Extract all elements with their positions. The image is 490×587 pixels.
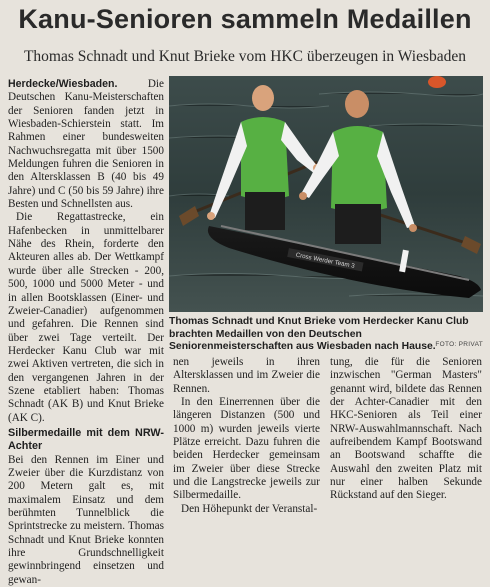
paragraph: Den Höhepunkt der Veranstal- [181,502,318,515]
article-headline: Kanu-Senioren sammeln Medaillen [18,4,472,34]
boat-label: Cross Werder Team 3 [295,251,356,270]
paragraph: tung, die für die Senioren inzwischen "German Masters" genannt wird, bildete das Rennen der Achter-Canadier mit den HKC-Senioren als Teil einer NRW-Auswahlmannschaft. Nach aufreibendem Kampf Bootswand an Bootswand schaffte die Auswahl den zweiten Platz mit nur einer halben Sekunde Rückstand auf den Sieger. [330,356,482,502]
dateline: Herdecke/Wiesbaden. [8,78,118,90]
paragraph: In den Einerrennen über die längeren Distanzen (500 und 1000 m) wurden jeweils vierte Plätze erreicht. Dazu fuhren die beiden Herdecker gemeinsam im Zweier über diese Strecke und die Langstrecke jeweils zur Silbermedaille. [173,396,320,502]
paragraph: Bei den Rennen im Einer und Zweier über die Kurzdistanz von 200 Metern galt es, mit maximalem Einsatz und dem berühmten Tunnelblick die Sprintstrecke zu meistern. Thomas Schnadt und Knut Brieke konnten ihre Grundschnelligkeit gewinnbringend einsetzen und gewan- [8,453,164,586]
left-text-column [8,78,164,587]
photo-caption: Thomas Schnadt und Knut Brieke vom Herdecker Kanu Club brachten Medaillen von den Deutschen Seniorenmeisterschaften aus Wiesbaden nach Hause. [169,316,469,353]
paragraph: nen jeweils in ihren Altersklassen und im Zweier die Rennen. [173,356,320,395]
paragraph-text: Die Deutschen Kanu-Meisterschaften der Senioren fanden jetzt in Wiesbaden-Schierstein statt. Im Rahmen einer bundesweiten Nachwuchsregatta mit über 1500 Meldungen fuhren die Senioren in den Altersklassen B (40 bis 49 Jahre) und C (50 bis 59 Jahre) ihre Besten und Schnellsten aus. [8,78,164,211]
paragraph [8,78,164,211]
middle-text-column [173,356,320,516]
section-heading: Silbermedaille mit dem NRW-Achter [8,426,164,453]
photo-credit: FOTO: PRIVAT [435,341,483,348]
right-text-column [330,356,482,503]
article-subheadline: Thomas Schnadt und Knut Brieke vom HKC überzeugen in Wiesbaden [23,48,467,65]
canoe-photo [169,76,483,312]
paragraph: Die Regattastrecke, ein Hafenbecken in unmittelbarer Nähe des Rhein, forderte den Akteuren alles ab. Der Wettkampf wurde über alle Strecken - 200, 500, 1000 und 5000 Meter - und in allen Bootsklassen (Einer- und Zweier-Canadier) aufgenommen und gefahren. Die Rennen sind über zwei Tage verteilt. Der Herdecker Kanu Club war mit zwei Aktiven vertreten, die sich in den vergangenen Jahren in der Szene etabliert haben: Thomas Schnadt (AK B) und Knut Brieke (AK C). [8,211,164,424]
